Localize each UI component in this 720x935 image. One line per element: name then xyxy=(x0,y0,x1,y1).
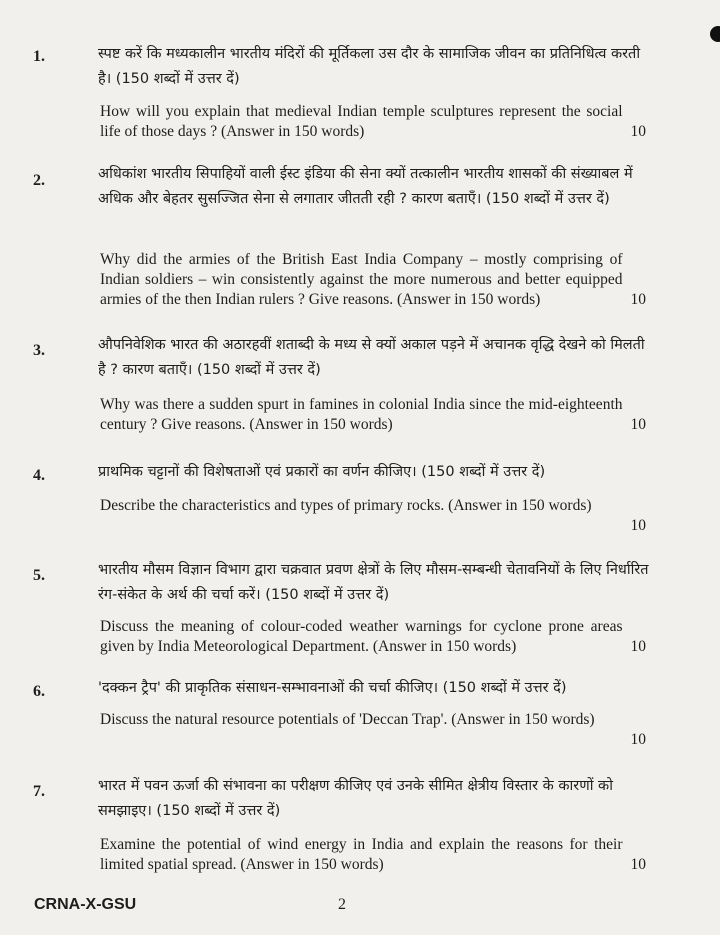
question-hindi: भारतीय मौसम विज्ञान विभाग द्वारा चक्रवात प्रवण क्षेत्रों के लिए मौसम-सम्बन्धी चेतावनियों के लिए निर्धारित रंग-संकेत के अर्थ की चर्चा करें। (150 शब्दों में उत्तर दें) xyxy=(98,562,649,603)
question-number: 4. xyxy=(33,467,45,484)
question-number: 1. xyxy=(33,48,45,65)
question-marks: 10 xyxy=(630,517,646,534)
question-marks: 10 xyxy=(630,123,646,140)
question-hindi: औपनिवेशिक भारत की अठारहवीं शताब्दी के मध्य से क्यों अकाल पड़ने में अचानक वृद्धि देखने को मिलती है ? कारण बताएँ। (150 शब्दों में उत्तर दें) xyxy=(98,337,645,378)
question-number: 2. xyxy=(33,172,45,189)
question-english: 10 Why did the armies of the British East India Company – mostly comprising of Indian soldiers – win consistently against the more numerous and better equipped armies of the then Indian rulers ? Give reasons. (Answer in 150 words) xyxy=(100,251,646,308)
question-marks: 10 xyxy=(630,731,646,748)
question-marks: 10 xyxy=(630,291,646,308)
question-hindi: 'दक्कन ट्रैप' की प्राकृतिक संसाधन-सम्भावनाओं की चर्चा कीजिए। (150 शब्दों में उत्तर दें) xyxy=(98,680,567,696)
question-hindi: प्राथमिक चट्टानों की विशेषताओं एवं प्रकारों का वर्णन कीजिए। (150 शब्दों में उत्तर दें) xyxy=(98,464,546,480)
question-english: Discuss the natural resource potentials of 'Deccan Trap'. (Answer in 150 words) 10 xyxy=(100,711,646,748)
page-number: 2 xyxy=(338,896,346,913)
question-english: 10 Why was there a sudden spurt in famines in colonial India since the mid-eighteenth century ? Give reasons. (Answer in 150 words) xyxy=(100,396,646,433)
question-number: 6. xyxy=(33,683,45,700)
binder-hole-mark xyxy=(710,26,720,42)
question-hindi: स्पष्ट करें कि मध्यकालीन भारतीय मंदिरों की मूर्तिकला उस दौर के सामाजिक जीवन का प्रतिनिधित्व करती है। (150 शब्दों में उत्तर दें) xyxy=(98,46,641,87)
question-english: Describe the characteristics and types of primary rocks. (Answer in 150 words) 10 xyxy=(100,497,646,534)
paper-code: CRNA-X-GSU xyxy=(34,896,137,913)
question-number: 5. xyxy=(33,567,45,584)
question-english: 10 How will you explain that medieval Indian temple sculptures represent the social life of those days ? (Answer in 150 words) xyxy=(100,103,646,140)
question-english: 10 Discuss the meaning of colour-coded weather warnings for cyclone prone areas given by India Meteorological Department. (Answer in 150 words) xyxy=(100,618,646,655)
question-number: 7. xyxy=(33,783,45,800)
question-marks: 10 xyxy=(630,416,646,433)
question-hindi: अधिकांश भारतीय सिपाहियों वाली ईस्ट इंडिया की सेना क्यों तत्कालीन भारतीय शासकों की संख्याबल में अधिक और बेहतर सुसज्जित सेना से लगातार जीतती रही ? कारण बताएँ। (150 शब्दों में उत्तर दें) xyxy=(98,166,633,207)
question-english: 10 Examine the potential of wind energy in India and explain the reasons for their limited spatial spread. (Answer in 150 words) xyxy=(100,836,646,873)
question-hindi: भारत में पवन ऊर्जा की संभावना का परीक्षण कीजिए एवं उनके सीमित क्षेत्रीय विस्तार के कारणों को समझाइए। (150 शब्दों में उत्तर दें) xyxy=(98,778,613,819)
question-marks: 10 xyxy=(630,638,646,655)
question-marks: 10 xyxy=(630,856,646,873)
question-number: 3. xyxy=(33,342,45,359)
